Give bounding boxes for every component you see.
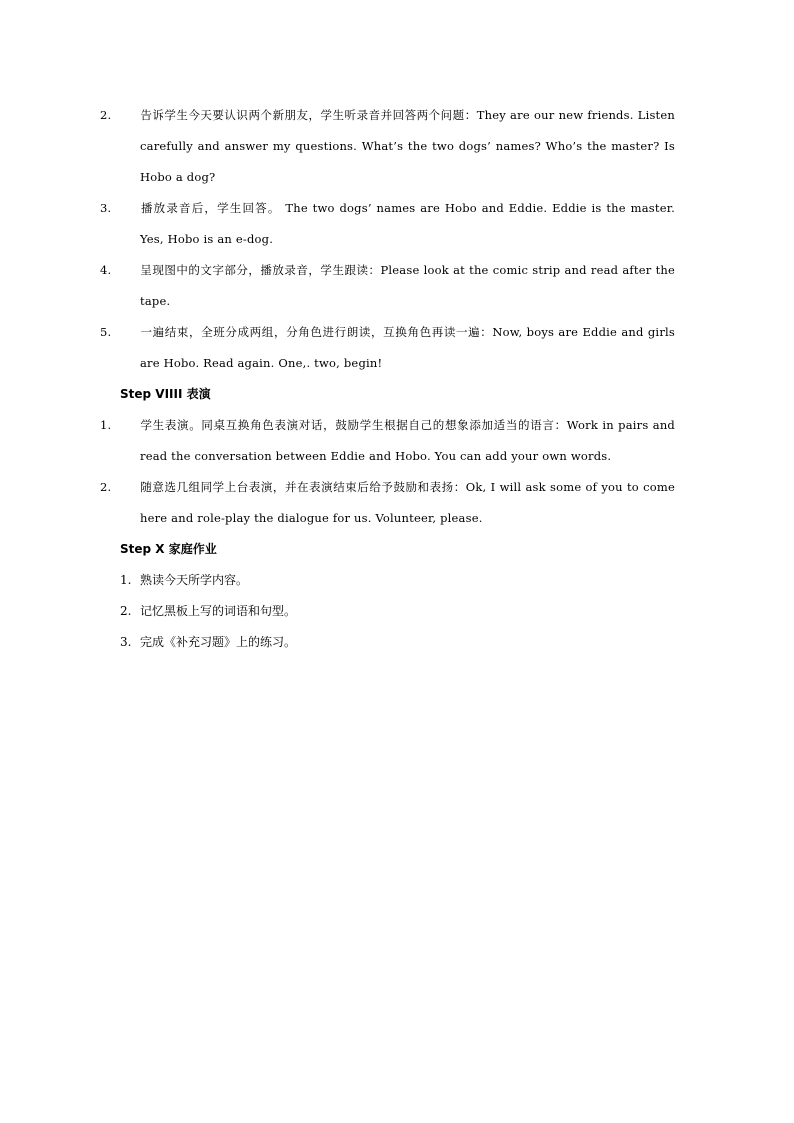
item-number: 2. xyxy=(100,108,112,122)
item-text: 呈现图中的文字部分，播放录音，学生跟读：Please look at the comic strip and read after the tape. xyxy=(140,263,675,308)
item-number: 1. xyxy=(120,573,132,587)
item-number: 3. xyxy=(120,635,132,649)
item-number: 2. xyxy=(120,604,132,618)
section-heading-step10: Step X 家庭作业 xyxy=(120,542,217,556)
item-number: 2. xyxy=(100,480,112,494)
item-text: 熟读今天所学内容。 xyxy=(140,573,249,587)
item-text: 一遍结束，全班分成两组，分角色进行朗读，互换角色再读一遍：Now, boys are Eddie and girls are Hobo. Read again. One,. two, begin! xyxy=(140,325,675,370)
item-number: 3. xyxy=(100,201,112,215)
homework-item-3 xyxy=(120,627,675,658)
item-number: 4. xyxy=(100,263,112,277)
document-content xyxy=(100,100,675,658)
section-heading-step9: Step VIIII 表演 xyxy=(120,387,211,401)
item-text: 告诉学生今天要认识两个新朋友，学生听录音并回答两个问题：They are our new friends. Listen carefully and answer my questions. What’s the two dogs’ names? Who’s the master? Is Hobo a dog? xyxy=(140,108,675,184)
paragraph-step8-item4 xyxy=(100,255,675,317)
item-text: 学生表演。同桌互换角色表演对话，鼓励学生根据自己的想象添加适当的语言：Work in pairs and read the conversation between Eddie and Hobo. You can add your own words. xyxy=(140,418,675,463)
item-text: 记忆黑板上写的词语和句型。 xyxy=(140,604,297,618)
paragraph-step8-item3 xyxy=(100,193,675,255)
item-text: 完成《补充习题》上的练习。 xyxy=(140,635,297,649)
paragraph-step9-item2 xyxy=(100,472,675,534)
item-number: 5. xyxy=(100,325,112,339)
item-number: 1. xyxy=(100,418,112,432)
item-text: 随意选几组同学上台表演，并在表演结束后给予鼓励和表扬：Ok, I will ask some of you to come here and role-play the dialogue for us. Volunteer, please. xyxy=(140,480,675,525)
paragraph-step8-item5 xyxy=(100,317,675,379)
paragraph-step9-item1 xyxy=(100,410,675,472)
homework-item-2 xyxy=(120,596,675,627)
paragraph-step8-item2 xyxy=(100,100,675,193)
item-text: 播放录音后，学生回答。 The two dogs’ names are Hobo and Eddie. Eddie is the master. Yes, Hobo is an e-dog. xyxy=(140,201,675,246)
homework-item-1 xyxy=(120,565,675,596)
